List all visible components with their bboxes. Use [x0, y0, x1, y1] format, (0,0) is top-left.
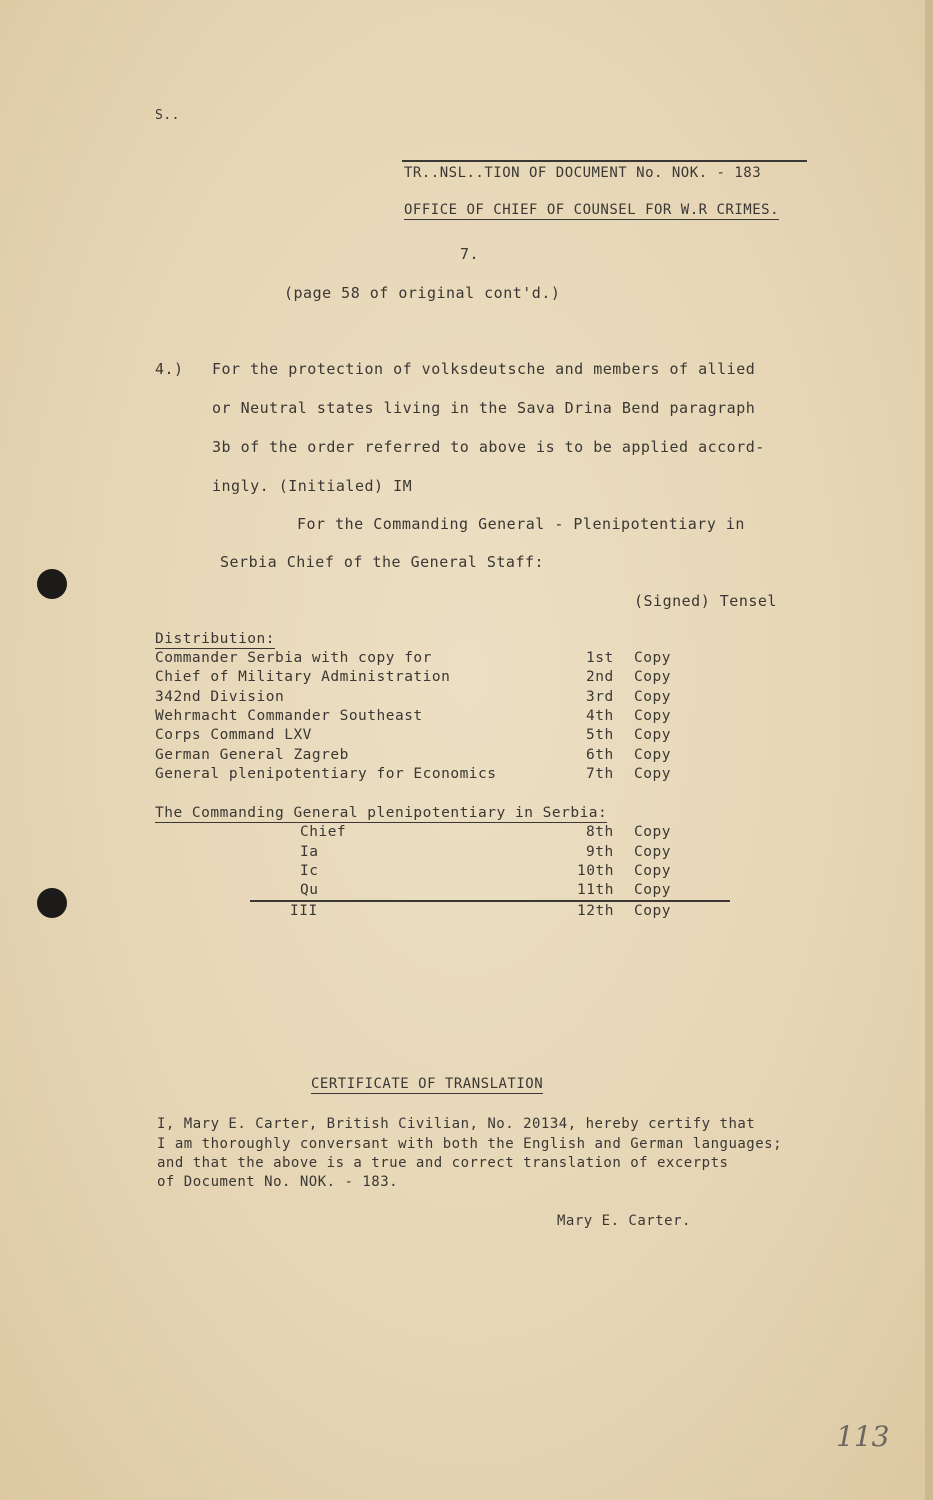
certificate-line: and that the above is a true and correct translation of excerpts	[157, 1155, 729, 1171]
distribution-subheading: The Commanding General plenipotentiary in Serbia:	[155, 805, 608, 821]
certificate-heading: CERTIFICATE OF TRANSLATION	[311, 1076, 544, 1092]
certificate-line: of Document No. NOK. - 183.	[157, 1174, 399, 1190]
signature-line: For the Commanding General - Plenipotentiary in	[297, 515, 745, 533]
office-title: OFFICE OF CHIEF OF COUNSEL FOR W.R CRIMES.	[404, 202, 780, 218]
copy-label: Copy	[634, 727, 671, 743]
distribution-recipient: III	[290, 903, 318, 919]
copy-label: Copy	[634, 882, 671, 898]
copy-label: Copy	[634, 844, 671, 860]
page-number: 7.	[460, 245, 480, 263]
distribution-recipient: Commander Serbia with copy for	[155, 650, 432, 666]
copy-number: 3rd	[586, 689, 614, 705]
copy-number: 8th	[586, 824, 614, 840]
distribution-heading: Distribution:	[155, 631, 275, 647]
copy-number: 5th	[586, 727, 614, 743]
copy-label: Copy	[634, 689, 671, 705]
punch-hole-top	[37, 569, 67, 599]
certificate-line: I, Mary E. Carter, British Civilian, No. 20134, hereby certify that	[157, 1116, 756, 1132]
copy-number: 11th	[577, 882, 614, 898]
header-rule	[402, 160, 807, 162]
copy-label: Copy	[634, 903, 671, 919]
distribution-recipient: Corps Command LXV	[155, 727, 312, 743]
copy-label: Copy	[634, 863, 671, 879]
copy-number: 12th	[577, 903, 614, 919]
distribution-recipient: General plenipotentiary for Economics	[155, 766, 497, 782]
copy-label: Copy	[634, 766, 671, 782]
translator-signature: Mary E. Carter.	[557, 1213, 691, 1229]
distribution-recipient: Ic	[300, 863, 319, 879]
copy-label: Copy	[634, 824, 671, 840]
distribution-recipient: German General Zagreb	[155, 747, 349, 763]
copy-label: Copy	[634, 708, 671, 724]
copy-number: 1st	[586, 650, 614, 666]
punch-hole-bottom	[37, 888, 67, 918]
page-edge	[925, 0, 933, 1500]
page-note: (page 58 of original cont'd.)	[284, 284, 561, 302]
document-title: TR..NSL..TION OF DOCUMENT No. NOK. - 183	[404, 165, 762, 181]
copy-number: 6th	[586, 747, 614, 763]
copy-label: Copy	[634, 650, 671, 666]
copy-number: 2nd	[586, 669, 614, 685]
copy-label: Copy	[634, 747, 671, 763]
paragraph-line: ingly. (Initialed) IM	[212, 477, 413, 495]
distribution-recipient: Wehrmacht Commander Southeast	[155, 708, 423, 724]
copy-number: 10th	[577, 863, 614, 879]
copy-label: Copy	[634, 669, 671, 685]
copy-number: 9th	[586, 844, 614, 860]
copy-number: 4th	[586, 708, 614, 724]
distribution-recipient: Qu	[300, 882, 319, 898]
header-mark: S..	[155, 108, 180, 123]
distribution-recipient: Ia	[300, 844, 319, 860]
certificate-line: I am thoroughly conversant with both the English and German languages;	[157, 1136, 783, 1152]
paragraph-line: or Neutral states living in the Sava Drina Bend paragraph	[212, 399, 756, 417]
distribution-recipient: Chief of Military Administration	[155, 669, 451, 685]
distribution-recipient: Chief	[300, 824, 347, 840]
paragraph-number: 4.)	[155, 360, 184, 378]
folio-number: 113	[836, 1420, 890, 1453]
signature-line: Serbia Chief of the General Staff:	[220, 553, 545, 571]
distribution-recipient: 342nd Division	[155, 689, 285, 705]
signed-name: (Signed) Tensel	[634, 592, 777, 610]
copy-number: 7th	[586, 766, 614, 782]
table-rule	[250, 900, 730, 902]
paragraph-line: 3b of the order referred to above is to be applied accord-	[212, 438, 765, 456]
paragraph-line: For the protection of volksdeutsche and members of allied	[212, 360, 756, 378]
